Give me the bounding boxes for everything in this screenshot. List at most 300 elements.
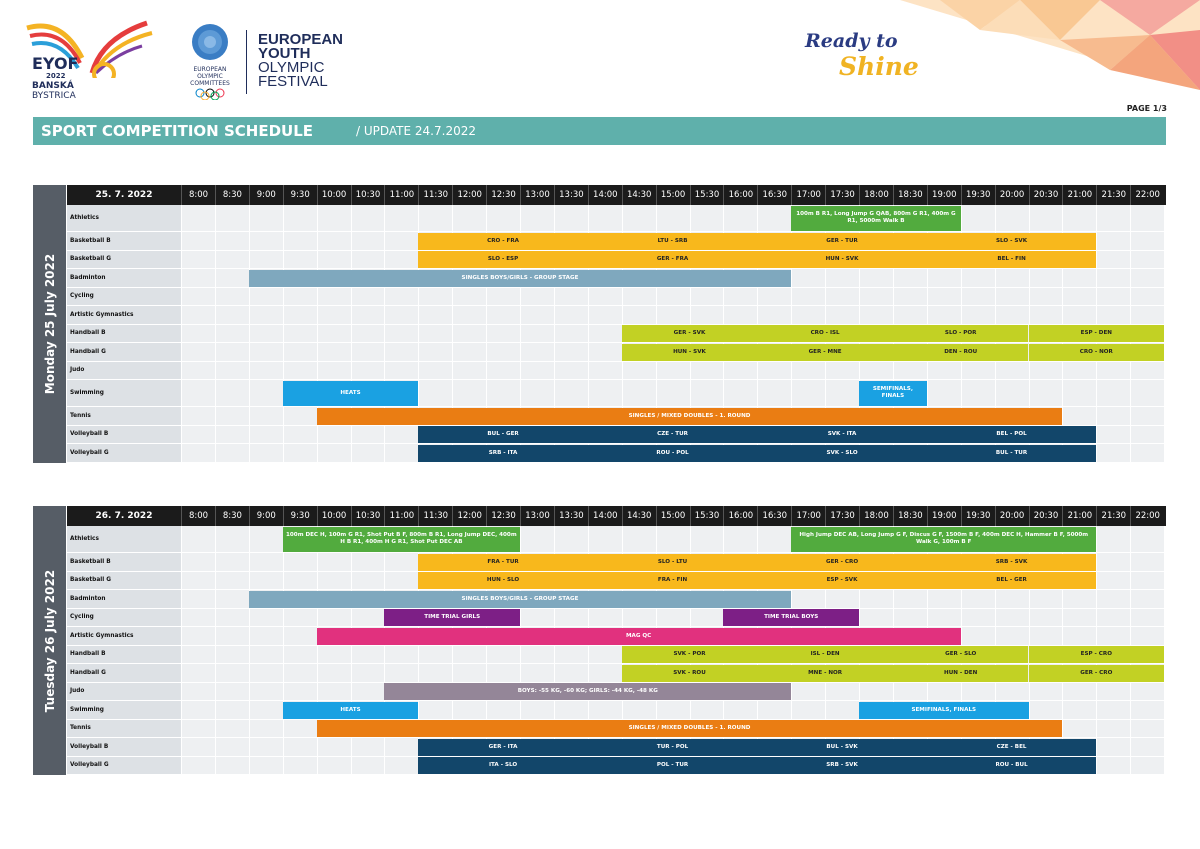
sport-name: Cycling [67, 609, 181, 628]
time-slot-header: 9:00 [249, 185, 283, 205]
time-cell [1096, 609, 1130, 628]
sport-name: Badminton [67, 269, 181, 288]
sport-row [67, 609, 1166, 628]
event-block[interactable]: BEL - FIN [927, 251, 1097, 268]
event-block[interactable]: FRA - TUR [418, 554, 588, 571]
time-cell [1029, 380, 1063, 407]
time-cell [351, 343, 385, 362]
time-cell [418, 380, 452, 407]
time-cell [791, 288, 825, 307]
event-block[interactable]: TIME TRIAL BOYS [723, 609, 859, 626]
time-slot-header: 8:00 [181, 506, 215, 526]
time-cell [757, 205, 791, 232]
sport-row [67, 306, 1166, 325]
time-slot-header: 21:30 [1096, 506, 1130, 526]
time-cell [1130, 720, 1164, 739]
time-cell [384, 343, 418, 362]
time-cell [791, 306, 825, 325]
time-cell [181, 362, 215, 381]
time-cell [1096, 205, 1130, 232]
time-cell [588, 380, 622, 407]
time-cell [486, 205, 520, 232]
event-block[interactable]: SEMIFINALS, FINALS [859, 702, 1029, 719]
time-slot-header: 10:00 [317, 185, 351, 205]
eoc-line2: OLYMPIC [197, 73, 223, 80]
event-block[interactable]: MNE - NOR [757, 665, 893, 682]
time-cell [723, 288, 757, 307]
time-cell [588, 664, 622, 683]
time-cell [249, 288, 283, 307]
time-cell [418, 306, 452, 325]
sport-row [67, 362, 1166, 381]
time-cell [351, 683, 385, 702]
time-cell [1130, 269, 1164, 288]
time-cell [690, 288, 724, 307]
time-cell [554, 646, 588, 665]
event-block[interactable]: SVK - ITA [757, 426, 927, 443]
time-cell [215, 362, 249, 381]
time-cell [384, 306, 418, 325]
time-cell [283, 646, 317, 665]
time-cell [588, 526, 622, 553]
event-block[interactable]: HUN - DEN [893, 665, 1029, 682]
time-cell [249, 757, 283, 776]
time-cell [351, 232, 385, 251]
event-block[interactable]: SLO - POR [893, 325, 1029, 342]
event-block[interactable]: HUN - SLO [418, 572, 588, 589]
time-cell [656, 306, 690, 325]
time-cell [181, 590, 215, 609]
time-cell [791, 380, 825, 407]
time-cell [249, 701, 283, 720]
time-cell [893, 288, 927, 307]
sport-name: Judo [67, 362, 181, 381]
event-block[interactable]: ITA - SLO [418, 757, 588, 774]
time-cell [859, 609, 893, 628]
eyof-logo [22, 18, 162, 108]
time-cell [588, 343, 622, 362]
time-cell [317, 426, 351, 445]
time-cell [723, 701, 757, 720]
time-cell [452, 205, 486, 232]
time-slot-header: 17:00 [791, 185, 825, 205]
event-block[interactable]: CRO - NOR [1029, 344, 1165, 361]
event-block[interactable]: FRA - FIN [588, 572, 758, 589]
event-block[interactable]: ESP - SVK [757, 572, 927, 589]
time-cell [825, 683, 859, 702]
time-cell [215, 251, 249, 270]
time-cell [215, 426, 249, 445]
time-cell [1029, 205, 1063, 232]
sport-name: Basketball B [67, 553, 181, 572]
time-cell [317, 444, 351, 463]
time-cell [690, 526, 724, 553]
time-cell [249, 325, 283, 344]
time-cell [893, 683, 927, 702]
time-slot-header: 19:00 [927, 506, 961, 526]
schedule-date: 26. 7. 2022 [95, 511, 153, 521]
sport-name: Tennis [67, 407, 181, 426]
event-block[interactable]: SEMIFINALS, FINALS [859, 381, 927, 407]
time-cell [1096, 701, 1130, 720]
event-block[interactable]: GER - CRO [757, 554, 927, 571]
time-cell [283, 325, 317, 344]
event-block[interactable]: CZE - TUR [588, 426, 758, 443]
time-cell [317, 609, 351, 628]
time-cell [486, 306, 520, 325]
time-cell [622, 288, 656, 307]
event-block[interactable]: SRB - ITA [418, 445, 588, 462]
time-cell [249, 683, 283, 702]
time-cell [486, 325, 520, 344]
time-slot-header: 9:30 [283, 506, 317, 526]
event-block[interactable]: 100m DEC H, 100m G R1, Shot Put B F, 800m B R1, Long Jump DEC, 400m H B R1, 400m H G R1, Shot Put DEC AB [283, 527, 520, 553]
time-cell [249, 526, 283, 553]
time-slot-header: 10:30 [351, 185, 385, 205]
time-cell [859, 362, 893, 381]
time-slot-header: 21:00 [1062, 185, 1096, 205]
time-cell [181, 269, 215, 288]
time-cell [351, 251, 385, 270]
time-cell [418, 646, 452, 665]
time-slot-header: 16:30 [757, 185, 791, 205]
time-cell [317, 572, 351, 591]
time-cell [893, 590, 927, 609]
event-block[interactable]: GER - SLO [893, 646, 1029, 663]
sport-name: Basketball G [67, 572, 181, 591]
time-cell [1130, 627, 1164, 646]
event-block[interactable]: SINGLES BOYS/GIRLS - GROUP STAGE [249, 591, 791, 608]
event-block[interactable]: HEATS [283, 702, 419, 719]
event-block[interactable]: SRB - SVK [757, 757, 927, 774]
time-cell [995, 306, 1029, 325]
event-block[interactable]: GER - ITA [418, 739, 588, 756]
time-cell [1062, 609, 1096, 628]
time-cell [317, 738, 351, 757]
time-cell [181, 306, 215, 325]
time-cell [961, 306, 995, 325]
slogan-line2: Shine [839, 52, 919, 81]
time-cell [1130, 380, 1164, 407]
event-block[interactable]: 100m B R1, Long Jump G QAB, 800m G R1, 400m G R1, 5000m Walk B [791, 206, 961, 232]
time-cell [520, 646, 554, 665]
time-cell [181, 572, 215, 591]
time-cell [825, 269, 859, 288]
time-cell [1029, 701, 1063, 720]
time-cell [181, 720, 215, 739]
event-block[interactable]: SVK - POR [622, 646, 758, 663]
time-cell [351, 426, 385, 445]
time-cell [249, 738, 283, 757]
time-cell [1096, 232, 1130, 251]
time-slot-header: 17:00 [791, 506, 825, 526]
time-cell [452, 664, 486, 683]
time-cell [215, 664, 249, 683]
time-cell [384, 362, 418, 381]
event-block[interactable]: SVK - ROU [622, 665, 758, 682]
event-block[interactable]: BEL - GER [927, 572, 1097, 589]
time-cell [1029, 269, 1063, 288]
time-slot-header: 8:00 [181, 185, 215, 205]
time-cell [1130, 232, 1164, 251]
event-block[interactable]: ISL - DEN [757, 646, 893, 663]
event-block[interactable]: HUN - SVK [757, 251, 927, 268]
time-cell [588, 288, 622, 307]
time-slot-header: 14:30 [622, 185, 656, 205]
time-cell [1096, 426, 1130, 445]
time-cell [384, 444, 418, 463]
event-block[interactable]: ROU - BUL [927, 757, 1097, 774]
time-cell [520, 205, 554, 232]
time-cell [520, 288, 554, 307]
time-slot-header: 11:30 [418, 506, 452, 526]
event-block[interactable]: BUL - GER [418, 426, 588, 443]
time-cell [317, 306, 351, 325]
time-cell [384, 572, 418, 591]
time-cell [1096, 269, 1130, 288]
time-cell [1029, 683, 1063, 702]
event-block[interactable]: SINGLES BOYS/GIRLS - GROUP STAGE [249, 270, 791, 287]
time-cell [283, 572, 317, 591]
time-cell [418, 343, 452, 362]
time-slot-header: 9:00 [249, 506, 283, 526]
time-cell [961, 380, 995, 407]
time-cell [1096, 683, 1130, 702]
time-cell [995, 627, 1029, 646]
time-cell [283, 627, 317, 646]
time-cell [283, 683, 317, 702]
time-cell [961, 627, 995, 646]
time-cell [215, 232, 249, 251]
time-cell [622, 362, 656, 381]
time-cell [384, 426, 418, 445]
time-cell [588, 325, 622, 344]
event-block[interactable]: ESP - DEN [1029, 325, 1165, 342]
time-cell [181, 553, 215, 572]
time-cell [486, 380, 520, 407]
time-cell [317, 288, 351, 307]
sport-name: Handball B [67, 325, 181, 344]
event-block[interactable]: GER - FRA [588, 251, 758, 268]
event-block[interactable]: SLO - ESP [418, 251, 588, 268]
eoc-logo [180, 22, 240, 102]
time-cell [995, 205, 1029, 232]
event-block[interactable]: MAG QC [317, 628, 961, 645]
time-slot-header: 19:30 [961, 185, 995, 205]
time-cell [181, 609, 215, 628]
sport-row [67, 205, 1166, 232]
sport-name: Swimming [67, 701, 181, 720]
event-block[interactable]: BOYS: -55 KG, -60 KG; GIRLS: -44 KG, -48 KG [384, 683, 791, 700]
event-block[interactable]: GER - MNE [757, 344, 893, 361]
event-block[interactable]: BEL - POL [927, 426, 1097, 443]
festival-line3: OLYMPIC [258, 59, 325, 76]
time-cell [249, 251, 283, 270]
event-block[interactable]: CRO - FRA [418, 233, 588, 250]
event-block[interactable]: SLO - LTU [588, 554, 758, 571]
time-cell [384, 325, 418, 344]
time-cell [181, 288, 215, 307]
time-cell [961, 269, 995, 288]
time-cell [893, 306, 927, 325]
time-cell [1029, 288, 1063, 307]
time-cell [961, 288, 995, 307]
time-cell [1062, 380, 1096, 407]
time-cell [588, 609, 622, 628]
time-cell [927, 683, 961, 702]
time-cell [486, 646, 520, 665]
time-cell [588, 306, 622, 325]
time-cell [215, 407, 249, 426]
time-cell [215, 609, 249, 628]
time-cell [690, 701, 724, 720]
time-cell [418, 362, 452, 381]
event-block[interactable]: CRO - ISL [757, 325, 893, 342]
event-block[interactable]: ESP - CRO [1029, 646, 1165, 663]
time-slot-header: 12:00 [452, 185, 486, 205]
time-cell [1062, 362, 1096, 381]
time-cell [351, 205, 385, 232]
event-block[interactable]: BUL - SVK [757, 739, 927, 756]
event-block[interactable]: DEN - ROU [893, 344, 1029, 361]
time-cell [1096, 251, 1130, 270]
globe-icon [180, 22, 240, 64]
time-cell [215, 444, 249, 463]
time-cell [520, 306, 554, 325]
time-cell [656, 380, 690, 407]
time-cell [317, 757, 351, 776]
time-slot-header: 11:30 [418, 185, 452, 205]
time-cell [317, 646, 351, 665]
time-cell [249, 444, 283, 463]
event-block[interactable]: TUR - POL [588, 739, 758, 756]
time-cell [317, 362, 351, 381]
time-cell [1096, 407, 1130, 426]
event-block[interactable]: BUL - TUR [927, 445, 1097, 462]
time-cell [1130, 572, 1164, 591]
time-cell [249, 720, 283, 739]
title-bar [33, 117, 1166, 145]
event-block[interactable]: SLO - SVK [927, 233, 1097, 250]
day-label [33, 185, 66, 463]
time-cell [1130, 738, 1164, 757]
eyof-short: EYOF [32, 54, 79, 73]
time-cell [283, 738, 317, 757]
time-cell [1029, 609, 1063, 628]
time-cell [1130, 553, 1164, 572]
sport-name: Handball G [67, 664, 181, 683]
time-cell [622, 609, 656, 628]
time-cell [418, 325, 452, 344]
time-cell [723, 526, 757, 553]
event-block[interactable]: SRB - SVK [927, 554, 1097, 571]
time-slot-header: 12:30 [486, 506, 520, 526]
time-cell [588, 646, 622, 665]
time-cell [181, 407, 215, 426]
event-block[interactable]: High Jump DEC AB, Long Jump G F, Discus G F, 1500m B F, 400m DEC H, Hammer B F, 5000m Walk G, 100m B F [791, 527, 1096, 553]
event-block[interactable]: SVK - SLO [757, 445, 927, 462]
time-cell [317, 325, 351, 344]
sport-name: Athletics [67, 205, 181, 232]
time-cell [215, 325, 249, 344]
event-block[interactable]: SINGLES / MIXED DOUBLES - 1. ROUND [317, 408, 1063, 425]
event-block[interactable]: HUN - SVK [622, 344, 758, 361]
time-cell [486, 701, 520, 720]
time-cell [1062, 288, 1096, 307]
eoc-line1: EUROPEAN [193, 66, 227, 73]
time-cell [283, 444, 317, 463]
time-cell [995, 683, 1029, 702]
event-block[interactable]: GER - CRO [1029, 665, 1165, 682]
event-block[interactable]: GER - TUR [757, 233, 927, 250]
time-cell [554, 325, 588, 344]
time-cell [1130, 251, 1164, 270]
time-cell [554, 526, 588, 553]
event-block[interactable]: LTU - SRB [588, 233, 758, 250]
time-cell [351, 553, 385, 572]
time-cell [588, 205, 622, 232]
time-cell [1096, 380, 1130, 407]
eyof-city-line1: BANSKÁ [32, 81, 74, 91]
time-cell [181, 738, 215, 757]
time-cell [317, 683, 351, 702]
logo-divider [246, 30, 247, 94]
time-cell [859, 306, 893, 325]
time-cell [181, 701, 215, 720]
sport-name: Basketball B [67, 232, 181, 251]
time-cell [1096, 362, 1130, 381]
time-cell [283, 232, 317, 251]
day-label-text: Tuesday 26 July 2022 [42, 569, 57, 712]
time-cell [554, 609, 588, 628]
time-cell [690, 380, 724, 407]
time-cell [1130, 306, 1164, 325]
event-block[interactable]: SINGLES / MIXED DOUBLES - 1. ROUND [317, 720, 1063, 737]
time-cell [791, 269, 825, 288]
time-cell [181, 664, 215, 683]
time-cell [181, 526, 215, 553]
event-block[interactable]: HEATS [283, 381, 419, 407]
time-cell [791, 590, 825, 609]
time-cell [757, 701, 791, 720]
time-cell [384, 232, 418, 251]
time-cell [215, 701, 249, 720]
time-cell [283, 553, 317, 572]
time-slot-header: 17:30 [825, 506, 859, 526]
time-cell [418, 701, 452, 720]
time-cell [995, 380, 1029, 407]
update-note: / UPDATE 24.7.2022 [356, 124, 476, 138]
time-cell [1062, 627, 1096, 646]
event-block[interactable]: CZE - BEL [927, 739, 1097, 756]
time-cell [961, 362, 995, 381]
time-cell [656, 609, 690, 628]
time-cell [283, 609, 317, 628]
event-block[interactable]: POL - TUR [588, 757, 758, 774]
time-slot-header: 10:30 [351, 506, 385, 526]
event-block[interactable]: GER - SVK [622, 325, 758, 342]
time-cell [825, 701, 859, 720]
time-cell [215, 757, 249, 776]
time-cell [1062, 590, 1096, 609]
time-cell [927, 590, 961, 609]
time-cell [859, 288, 893, 307]
event-block[interactable]: TIME TRIAL GIRLS [384, 609, 520, 626]
time-slot-header: 18:30 [893, 185, 927, 205]
time-slot-header: 18:30 [893, 506, 927, 526]
event-block[interactable]: ROU - POL [588, 445, 758, 462]
sport-name: Handball B [67, 646, 181, 665]
